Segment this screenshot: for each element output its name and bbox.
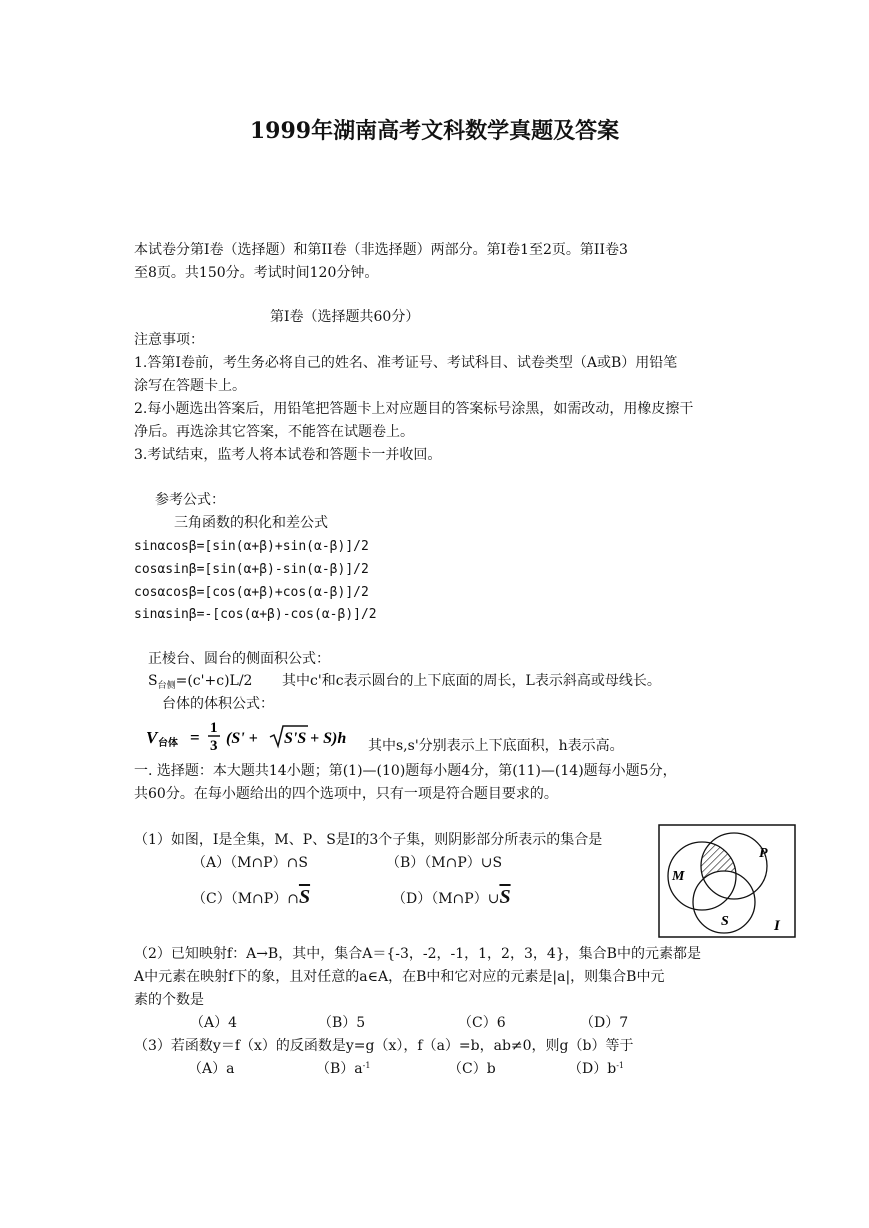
q3-option-b-superscript: -1: [362, 1061, 371, 1070]
volume-formula: [146, 718, 368, 754]
notes-line-5: 3.考试结束，监考人将本试卷和答题卡一并收回。: [134, 447, 442, 463]
q2-line-1: （2）已知映射f：A→B，其中，集合A＝{-3，-2，-1，1，2，3，4}，集合B中的元素都是: [134, 946, 701, 962]
q1-option-b: （B）（M∩P）∪S: [386, 855, 503, 871]
q2-option-a: （A）4: [190, 1015, 238, 1031]
trig-formula-3: cosαcosβ=[cos(α+β)+cos(α-β)]/2: [134, 585, 369, 600]
q1-option-c: [192, 888, 310, 908]
q2-line-3: 素的个数是: [134, 992, 204, 1008]
section1-line-2: 共60分。在每小题给出的四个选项中，只有一项是符合题目要求的。: [134, 786, 558, 802]
lateral-expression: =(c'+c)L/2: [175, 673, 253, 689]
document-title: 1999年湖南高考文科数学真题及答案: [249, 118, 620, 144]
s-complement: $\overline{S}$: [298, 886, 311, 908]
intro-line-1: 本试卷分第Ⅰ卷（选择题）和第II卷（非选择题）两部分。第Ⅰ卷1至2页。第II卷3: [134, 242, 628, 258]
lateral-formula: [148, 672, 252, 692]
label-m: M: [672, 869, 685, 884]
reference-heading: 参考公式：: [155, 492, 225, 508]
q3-option-d-superscript: -1: [616, 1061, 624, 1070]
notes-heading: 注意事项：: [134, 332, 204, 348]
lateral-description: 其中c'和c表示圆台的上下底面的周长，L表示斜高或母线长。: [282, 673, 661, 689]
intro-line-2: 至8页。共150分。考试时间120分钟。: [134, 265, 379, 281]
notes-line-1: 1.答第Ⅰ卷前，考生务必将自己的姓名、准考证号、考试科目、试卷类型（A或B）用铅笔: [134, 355, 678, 371]
q3-option-d: [568, 1060, 624, 1080]
part1-heading: 第Ⅰ卷（选择题共60分）: [270, 309, 420, 325]
volume-description: 其中s,s'分别表示上下底面积，h表示高。: [368, 738, 624, 754]
q3-option-b-text: （B）a: [316, 1061, 363, 1077]
volume-v: V: [146, 728, 158, 747]
trig-formula-1: sinαcosβ=[sin(α+β)+sin(α-β)]/2: [134, 539, 369, 554]
volume-equals: =: [190, 728, 200, 747]
volume-right-term: + S)h: [310, 730, 347, 747]
venn-diagram: [658, 824, 796, 938]
s-complement: $\overline{S}$: [499, 886, 511, 908]
volume-root-term: S'S: [284, 730, 307, 747]
q2-option-c: （C）6: [458, 1015, 506, 1031]
q3-option-c: （C）b: [448, 1061, 496, 1077]
volume-heading: 台体的体积公式：: [162, 696, 274, 712]
q3-option-d-text: （D）b: [568, 1061, 617, 1077]
volume-denominator: 3: [210, 738, 218, 754]
lateral-subscript: 台侧: [157, 681, 176, 691]
q3-stem: （3）若函数y＝f（x）的反函数是y=g（x），f（a）=b，ab≠0，则g（b）等于: [134, 1038, 634, 1054]
label-s: S: [721, 914, 729, 929]
q1-option-d-text: （D）（M∩P）∪: [392, 891, 500, 907]
q3-option-a: （A）a: [188, 1061, 235, 1077]
q1-option-a: （A）（M∩P）∩S: [192, 855, 308, 871]
notes-line-4: 净后。再选涂其它答案，不能答在试题卷上。: [134, 424, 414, 440]
lateral-s: S: [148, 673, 158, 689]
volume-numerator: 1: [210, 720, 218, 736]
volume-subscript: 台体: [158, 738, 178, 749]
trig-heading: 三角函数的积化和差公式: [174, 515, 328, 531]
label-p: P: [759, 846, 768, 861]
section1-line-1: 一. 选择题：本大题共14小题；第(1)—(10)题每小题4分，第(11)—(14)题每小题5分，: [134, 763, 677, 779]
q3-option-b: [316, 1060, 370, 1080]
q2-line-2: A中元素在映射f下的象，且对任意的a∈A，在B中和它对应的元素是|a|，则集合B中元: [134, 969, 665, 985]
q1-stem: （1）如图，I是全集，M、P、S是I的3个子集，则阴影部分所表示的集合是: [134, 832, 603, 848]
label-i: I: [774, 918, 780, 934]
notes-line-3: 2.每小题选出答案后，用铅笔把答题卡上对应题目的答案标号涂黑，如需改动，用橡皮擦干: [134, 401, 694, 417]
q1-option-d: [392, 888, 511, 908]
q2-option-d: （D）7: [580, 1015, 629, 1031]
q1-option-c-text: （C）（M∩P）∩: [192, 891, 299, 907]
q2-option-b: （B）5: [318, 1015, 366, 1031]
trig-formula-4: sinαsinβ=-[cos(α+β)-cos(α-β)]/2: [134, 607, 377, 622]
notes-line-2: 涂写在答题卡上。: [134, 378, 246, 394]
lateral-heading: 正棱台、圆台的侧面积公式：: [148, 651, 330, 667]
trig-formula-2: cosαsinβ=[sin(α+β)-sin(α-β)]/2: [134, 562, 369, 577]
volume-left-term: (S' +: [226, 730, 258, 747]
